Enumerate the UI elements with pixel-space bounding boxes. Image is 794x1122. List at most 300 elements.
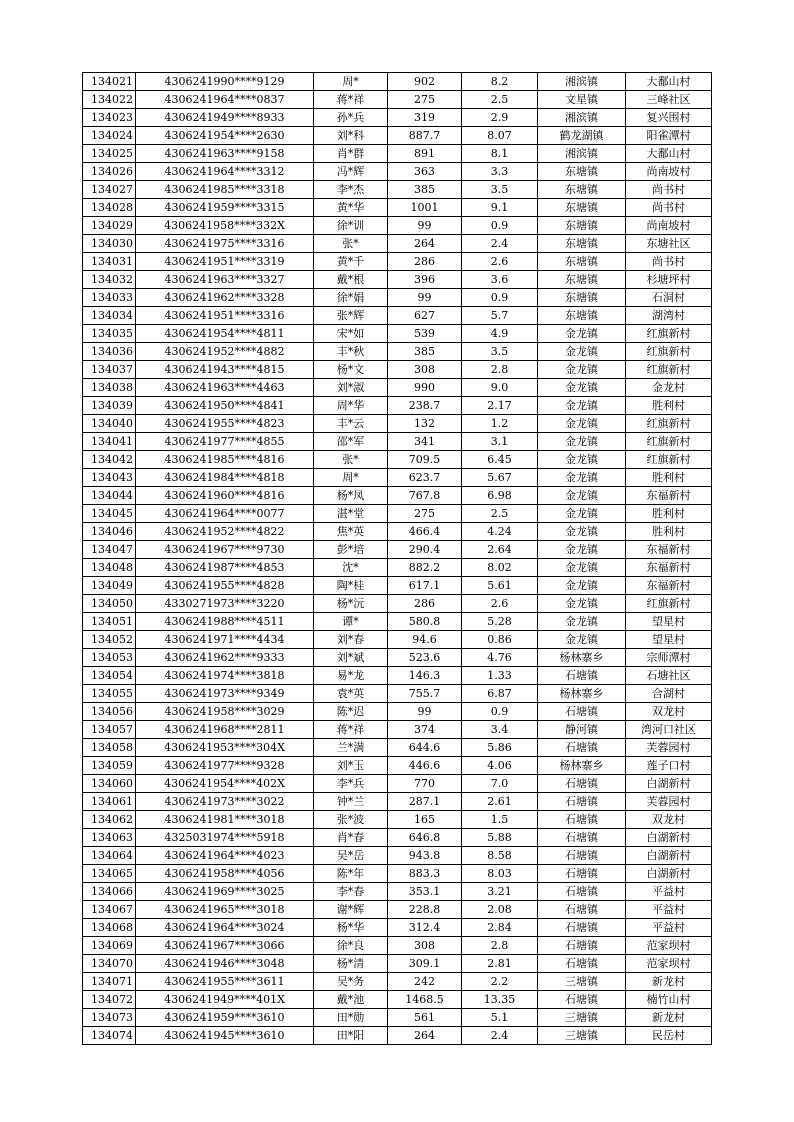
- township-cell: 石塘镇: [538, 847, 626, 865]
- record-id-cell: 134047: [83, 541, 136, 559]
- village-cell: 红旗新村: [626, 595, 712, 613]
- quantity-cell: 2.8: [462, 361, 538, 379]
- table-row: [83, 397, 712, 415]
- table-row: [83, 91, 712, 109]
- township-cell: 三塘镇: [538, 973, 626, 991]
- name-cell: 张*: [314, 235, 388, 253]
- amount-cell: 374: [388, 721, 462, 739]
- quantity-cell: 2.84: [462, 919, 538, 937]
- village-cell: 双龙村: [626, 811, 712, 829]
- village-cell: 红旗新村: [626, 343, 712, 361]
- village-cell: 红旗新村: [626, 451, 712, 469]
- name-cell: 徐*娟: [314, 289, 388, 307]
- record-id-cell: 134055: [83, 685, 136, 703]
- record-id-cell: 134066: [83, 883, 136, 901]
- id-number-cell: 4306241954****2630: [136, 127, 314, 145]
- village-cell: 湖湾村: [626, 307, 712, 325]
- id-number-cell: 4306241974****3818: [136, 667, 314, 685]
- record-id-cell: 134054: [83, 667, 136, 685]
- id-number-cell: 4306241973****3022: [136, 793, 314, 811]
- name-cell: 丰*云: [314, 415, 388, 433]
- table-row: [83, 937, 712, 955]
- record-id-cell: 134037: [83, 361, 136, 379]
- village-cell: 胜利村: [626, 523, 712, 541]
- quantity-cell: 5.1: [462, 1009, 538, 1027]
- quantity-cell: 8.02: [462, 559, 538, 577]
- village-cell: 杉塘坪村: [626, 271, 712, 289]
- amount-cell: 523.6: [388, 649, 462, 667]
- name-cell: 黄*华: [314, 199, 388, 217]
- township-cell: 金龙镇: [538, 469, 626, 487]
- township-cell: 金龙镇: [538, 505, 626, 523]
- amount-cell: 539: [388, 325, 462, 343]
- township-cell: 石塘镇: [538, 829, 626, 847]
- quantity-cell: 7.0: [462, 775, 538, 793]
- quantity-cell: 3.4: [462, 721, 538, 739]
- id-number-cell: 4306241981****3018: [136, 811, 314, 829]
- quantity-cell: 3.5: [462, 343, 538, 361]
- village-cell: 胜利村: [626, 397, 712, 415]
- township-cell: 石塘镇: [538, 775, 626, 793]
- name-cell: 肖*群: [314, 145, 388, 163]
- village-cell: 白湖新村: [626, 865, 712, 883]
- record-id-cell: 134050: [83, 595, 136, 613]
- name-cell: 张*: [314, 451, 388, 469]
- record-id-cell: 134044: [83, 487, 136, 505]
- id-number-cell: 4306241963****9158: [136, 145, 314, 163]
- township-cell: 石塘镇: [538, 811, 626, 829]
- name-cell: 陶*桂: [314, 577, 388, 595]
- table-row: [83, 721, 712, 739]
- record-id-cell: 134034: [83, 307, 136, 325]
- id-number-cell: 4306241946****3048: [136, 955, 314, 973]
- quantity-cell: 3.1: [462, 433, 538, 451]
- table-row: [83, 901, 712, 919]
- name-cell: 刘*玉: [314, 757, 388, 775]
- township-cell: 石塘镇: [538, 919, 626, 937]
- id-number-cell: 4306241945****3610: [136, 1027, 314, 1045]
- village-cell: 民岳村: [626, 1027, 712, 1045]
- amount-cell: 242: [388, 973, 462, 991]
- table-body: [83, 73, 712, 1045]
- id-number-cell: 4325031974****5918: [136, 829, 314, 847]
- amount-cell: 617.1: [388, 577, 462, 595]
- name-cell: 张*辉: [314, 307, 388, 325]
- amount-cell: 446.6: [388, 757, 462, 775]
- village-cell: 尚书村: [626, 199, 712, 217]
- name-cell: 谢*辉: [314, 901, 388, 919]
- record-id-cell: 134068: [83, 919, 136, 937]
- township-cell: 金龙镇: [538, 325, 626, 343]
- quantity-cell: 2.6: [462, 253, 538, 271]
- name-cell: 刘*春: [314, 631, 388, 649]
- record-id-cell: 134039: [83, 397, 136, 415]
- quantity-cell: 2.4: [462, 235, 538, 253]
- village-cell: 楠竹山村: [626, 991, 712, 1009]
- id-number-cell: 4306241955****4828: [136, 577, 314, 595]
- amount-cell: 94.6: [388, 631, 462, 649]
- village-cell: 红旗新村: [626, 433, 712, 451]
- village-cell: 东福新村: [626, 487, 712, 505]
- township-cell: 金龙镇: [538, 343, 626, 361]
- amount-cell: 264: [388, 1027, 462, 1045]
- amount-cell: 385: [388, 181, 462, 199]
- township-cell: 杨林寨乡: [538, 685, 626, 703]
- village-cell: 大鄱山村: [626, 73, 712, 91]
- id-number-cell: 4306241958****3029: [136, 703, 314, 721]
- village-cell: 东福新村: [626, 541, 712, 559]
- table-row: [83, 541, 712, 559]
- name-cell: 丰*秋: [314, 343, 388, 361]
- amount-cell: 132: [388, 415, 462, 433]
- id-number-cell: 4306241949****8933: [136, 109, 314, 127]
- amount-cell: 627: [388, 307, 462, 325]
- table-row: [83, 523, 712, 541]
- quantity-cell: 2.8: [462, 937, 538, 955]
- id-number-cell: 4306241943****4815: [136, 361, 314, 379]
- id-number-cell: 4306241951****3316: [136, 307, 314, 325]
- village-cell: 红旗新村: [626, 325, 712, 343]
- name-cell: 周*: [314, 469, 388, 487]
- township-cell: 石塘镇: [538, 937, 626, 955]
- name-cell: 蒋*祥: [314, 91, 388, 109]
- record-id-cell: 134033: [83, 289, 136, 307]
- record-id-cell: 134026: [83, 163, 136, 181]
- township-cell: 杨林寨乡: [538, 757, 626, 775]
- name-cell: 陈*迟: [314, 703, 388, 721]
- village-cell: 芙蓉园村: [626, 793, 712, 811]
- township-cell: 湘滨镇: [538, 145, 626, 163]
- township-cell: 鹤龙湖镇: [538, 127, 626, 145]
- id-number-cell: 4306241955****3611: [136, 973, 314, 991]
- record-id-cell: 134030: [83, 235, 136, 253]
- record-id-cell: 134043: [83, 469, 136, 487]
- table-row: [83, 631, 712, 649]
- table-row: [83, 433, 712, 451]
- table-row: [83, 955, 712, 973]
- quantity-cell: 1.2: [462, 415, 538, 433]
- name-cell: 兰*满: [314, 739, 388, 757]
- quantity-cell: 0.9: [462, 289, 538, 307]
- amount-cell: 943.8: [388, 847, 462, 865]
- name-cell: 邵*军: [314, 433, 388, 451]
- amount-cell: 165: [388, 811, 462, 829]
- amount-cell: 644.6: [388, 739, 462, 757]
- township-cell: 东塘镇: [538, 163, 626, 181]
- id-number-cell: 4306241952****4882: [136, 343, 314, 361]
- name-cell: 吴*岳: [314, 847, 388, 865]
- township-cell: 石塘镇: [538, 865, 626, 883]
- amount-cell: 385: [388, 343, 462, 361]
- name-cell: 李*春: [314, 883, 388, 901]
- name-cell: 刘*淑: [314, 379, 388, 397]
- id-number-cell: 4306241984****4818: [136, 469, 314, 487]
- quantity-cell: 8.03: [462, 865, 538, 883]
- township-cell: 三塘镇: [538, 1027, 626, 1045]
- record-id-cell: 134052: [83, 631, 136, 649]
- amount-cell: 308: [388, 937, 462, 955]
- quantity-cell: 8.07: [462, 127, 538, 145]
- name-cell: 沈*: [314, 559, 388, 577]
- amount-cell: 1468.5: [388, 991, 462, 1009]
- name-cell: 戴*根: [314, 271, 388, 289]
- id-number-cell: 4306241964****3024: [136, 919, 314, 937]
- name-cell: 徐*良: [314, 937, 388, 955]
- record-id-cell: 134040: [83, 415, 136, 433]
- township-cell: 三塘镇: [538, 1009, 626, 1027]
- amount-cell: 891: [388, 145, 462, 163]
- quantity-cell: 9.1: [462, 199, 538, 217]
- quantity-cell: 6.87: [462, 685, 538, 703]
- quantity-cell: 2.5: [462, 91, 538, 109]
- name-cell: 肖*春: [314, 829, 388, 847]
- id-number-cell: 4306241975****3316: [136, 235, 314, 253]
- township-cell: 石塘镇: [538, 703, 626, 721]
- quantity-cell: 2.4: [462, 1027, 538, 1045]
- name-cell: 张*波: [314, 811, 388, 829]
- id-number-cell: 4306241971****4434: [136, 631, 314, 649]
- township-cell: 文星镇: [538, 91, 626, 109]
- record-id-cell: 134064: [83, 847, 136, 865]
- quantity-cell: 1.33: [462, 667, 538, 685]
- record-id-cell: 134071: [83, 973, 136, 991]
- amount-cell: 466.4: [388, 523, 462, 541]
- id-number-cell: 4306241987****4853: [136, 559, 314, 577]
- table-row: [83, 685, 712, 703]
- quantity-cell: 3.5: [462, 181, 538, 199]
- id-number-cell: 4306241967****3066: [136, 937, 314, 955]
- record-id-cell: 134069: [83, 937, 136, 955]
- id-number-cell: 4306241977****9328: [136, 757, 314, 775]
- village-cell: 红旗新村: [626, 361, 712, 379]
- township-cell: 金龙镇: [538, 577, 626, 595]
- quantity-cell: 2.9: [462, 109, 538, 127]
- village-cell: 双龙村: [626, 703, 712, 721]
- id-number-cell: 4306241954****402X: [136, 775, 314, 793]
- table-row: [83, 739, 712, 757]
- record-id-cell: 134074: [83, 1027, 136, 1045]
- amount-cell: 286: [388, 595, 462, 613]
- village-cell: 金龙村: [626, 379, 712, 397]
- id-number-cell: 4306241959****3315: [136, 199, 314, 217]
- name-cell: 杨*沅: [314, 595, 388, 613]
- record-id-cell: 134073: [83, 1009, 136, 1027]
- quantity-cell: 5.61: [462, 577, 538, 595]
- amount-cell: 353.1: [388, 883, 462, 901]
- record-id-cell: 134038: [83, 379, 136, 397]
- record-id-cell: 134042: [83, 451, 136, 469]
- record-id-cell: 134027: [83, 181, 136, 199]
- village-cell: 阳雀潭村: [626, 127, 712, 145]
- id-number-cell: 4306241985****4816: [136, 451, 314, 469]
- name-cell: 宋*如: [314, 325, 388, 343]
- amount-cell: 309.1: [388, 955, 462, 973]
- village-cell: 尚书村: [626, 181, 712, 199]
- amount-cell: 561: [388, 1009, 462, 1027]
- table-row: [83, 235, 712, 253]
- village-cell: 东福新村: [626, 577, 712, 595]
- name-cell: 杨*文: [314, 361, 388, 379]
- id-number-cell: 4306241960****4816: [136, 487, 314, 505]
- record-id-cell: 134058: [83, 739, 136, 757]
- amount-cell: 228.8: [388, 901, 462, 919]
- table-row: [83, 451, 712, 469]
- quantity-cell: 4.76: [462, 649, 538, 667]
- record-id-cell: 134022: [83, 91, 136, 109]
- amount-cell: 580.8: [388, 613, 462, 631]
- township-cell: 金龙镇: [538, 451, 626, 469]
- village-cell: 湾河口社区: [626, 721, 712, 739]
- amount-cell: 1001: [388, 199, 462, 217]
- amount-cell: 238.7: [388, 397, 462, 415]
- id-number-cell: 4306241963****4463: [136, 379, 314, 397]
- amount-cell: 286: [388, 253, 462, 271]
- name-cell: 冯*辉: [314, 163, 388, 181]
- township-cell: 石塘镇: [538, 883, 626, 901]
- table-row: [83, 829, 712, 847]
- quantity-cell: 8.2: [462, 73, 538, 91]
- amount-cell: 319: [388, 109, 462, 127]
- quantity-cell: 13.35: [462, 991, 538, 1009]
- table-row: [83, 217, 712, 235]
- quantity-cell: 2.5: [462, 505, 538, 523]
- name-cell: 李*兵: [314, 775, 388, 793]
- township-cell: 金龙镇: [538, 397, 626, 415]
- name-cell: 杨*清: [314, 955, 388, 973]
- amount-cell: 767.8: [388, 487, 462, 505]
- township-cell: 石塘镇: [538, 739, 626, 757]
- name-cell: 易*龙: [314, 667, 388, 685]
- id-number-cell: 4306241968****2811: [136, 721, 314, 739]
- township-cell: 金龙镇: [538, 415, 626, 433]
- record-id-cell: 134070: [83, 955, 136, 973]
- table-row: [83, 109, 712, 127]
- id-number-cell: 4306241963****3327: [136, 271, 314, 289]
- name-cell: 田*勋: [314, 1009, 388, 1027]
- quantity-cell: 0.9: [462, 217, 538, 235]
- amount-cell: 887.7: [388, 127, 462, 145]
- township-cell: 东塘镇: [538, 217, 626, 235]
- record-id-cell: 134049: [83, 577, 136, 595]
- table-row: [83, 145, 712, 163]
- village-cell: 白湖新村: [626, 829, 712, 847]
- amount-cell: 99: [388, 289, 462, 307]
- village-cell: 尚南坡村: [626, 163, 712, 181]
- name-cell: 陈*年: [314, 865, 388, 883]
- table-row: [83, 667, 712, 685]
- name-cell: 孙*兵: [314, 109, 388, 127]
- id-number-cell: 4306241964****4023: [136, 847, 314, 865]
- amount-cell: 646.8: [388, 829, 462, 847]
- quantity-cell: 3.21: [462, 883, 538, 901]
- village-cell: 新龙村: [626, 973, 712, 991]
- table-row: [83, 973, 712, 991]
- township-cell: 东塘镇: [538, 199, 626, 217]
- id-number-cell: 4306241967****9730: [136, 541, 314, 559]
- township-cell: 金龙镇: [538, 631, 626, 649]
- record-id-cell: 134046: [83, 523, 136, 541]
- table-row: [83, 163, 712, 181]
- amount-cell: 883.3: [388, 865, 462, 883]
- name-cell: 谭*: [314, 613, 388, 631]
- quantity-cell: 0.86: [462, 631, 538, 649]
- record-id-cell: 134072: [83, 991, 136, 1009]
- village-cell: 红旗新村: [626, 415, 712, 433]
- amount-cell: 990: [388, 379, 462, 397]
- table-row: [83, 559, 712, 577]
- id-number-cell: 4306241951****3319: [136, 253, 314, 271]
- table-row: [83, 703, 712, 721]
- id-number-cell: 4306241950****4841: [136, 397, 314, 415]
- id-number-cell: 4306241990****9129: [136, 73, 314, 91]
- id-number-cell: 4306241958****332X: [136, 217, 314, 235]
- table-row: [83, 991, 712, 1009]
- amount-cell: 902: [388, 73, 462, 91]
- township-cell: 金龙镇: [538, 613, 626, 631]
- record-id-cell: 134048: [83, 559, 136, 577]
- table-row: [83, 343, 712, 361]
- amount-cell: 770: [388, 775, 462, 793]
- village-cell: 莲子口村: [626, 757, 712, 775]
- record-id-cell: 134031: [83, 253, 136, 271]
- village-cell: 尚书村: [626, 253, 712, 271]
- village-cell: 大鄱山村: [626, 145, 712, 163]
- id-number-cell: 4306241964****0077: [136, 505, 314, 523]
- amount-cell: 396: [388, 271, 462, 289]
- village-cell: 三峰社区: [626, 91, 712, 109]
- amount-cell: 287.1: [388, 793, 462, 811]
- id-number-cell: 4306241985****3318: [136, 181, 314, 199]
- record-id-cell: 134056: [83, 703, 136, 721]
- table-row: [83, 127, 712, 145]
- village-cell: 东塘社区: [626, 235, 712, 253]
- amount-cell: 290.4: [388, 541, 462, 559]
- township-cell: 湘滨镇: [538, 109, 626, 127]
- township-cell: 金龙镇: [538, 559, 626, 577]
- quantity-cell: 8.58: [462, 847, 538, 865]
- record-id-cell: 134041: [83, 433, 136, 451]
- record-id-cell: 134065: [83, 865, 136, 883]
- village-cell: 石塘社区: [626, 667, 712, 685]
- table-row: [83, 865, 712, 883]
- table-row: [83, 793, 712, 811]
- name-cell: 田*阳: [314, 1027, 388, 1045]
- quantity-cell: 5.7: [462, 307, 538, 325]
- amount-cell: 99: [388, 217, 462, 235]
- township-cell: 东塘镇: [538, 253, 626, 271]
- amount-cell: 882.2: [388, 559, 462, 577]
- id-number-cell: 4306241969****3025: [136, 883, 314, 901]
- township-cell: 石塘镇: [538, 901, 626, 919]
- village-cell: 望星村: [626, 631, 712, 649]
- quantity-cell: 2.81: [462, 955, 538, 973]
- village-cell: 胜利村: [626, 505, 712, 523]
- name-cell: 吴*务: [314, 973, 388, 991]
- name-cell: 焦*英: [314, 523, 388, 541]
- record-id-cell: 134023: [83, 109, 136, 127]
- quantity-cell: 2.17: [462, 397, 538, 415]
- record-id-cell: 134025: [83, 145, 136, 163]
- village-cell: 范家坝村: [626, 955, 712, 973]
- record-id-cell: 134035: [83, 325, 136, 343]
- id-number-cell: 4306241959****3610: [136, 1009, 314, 1027]
- township-cell: 金龙镇: [538, 379, 626, 397]
- amount-cell: 275: [388, 91, 462, 109]
- village-cell: 复兴围村: [626, 109, 712, 127]
- table-row: [83, 325, 712, 343]
- quantity-cell: 6.98: [462, 487, 538, 505]
- amount-cell: 312.4: [388, 919, 462, 937]
